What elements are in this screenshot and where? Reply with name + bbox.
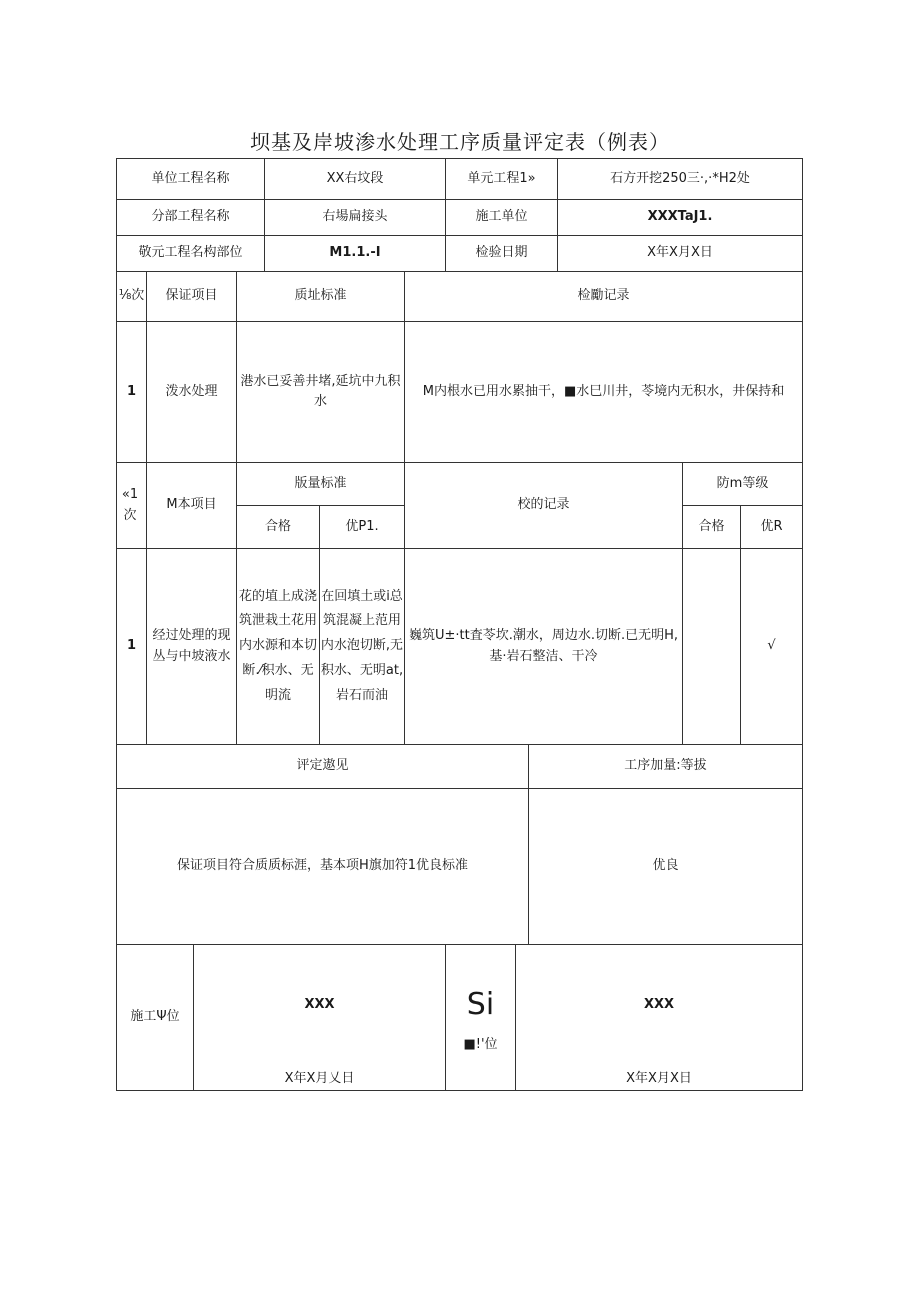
basic-row-index: 1 bbox=[126, 638, 137, 654]
supervision-signer-name: XXX bbox=[643, 996, 675, 1012]
supervision-label-top: Si bbox=[466, 986, 495, 1022]
element-part-label: 敬元工程名构部位 bbox=[138, 245, 243, 261]
basic-col-index: «1次 bbox=[121, 487, 139, 523]
guarantee-col-index: ⅛次 bbox=[118, 288, 145, 304]
basic-row-good-standard: 在回填土或i总筑混凝上范用内水泡切断,无积水、无明at,岩石而油 bbox=[320, 588, 404, 703]
basic-col-record: 校的记录 bbox=[517, 497, 570, 513]
construction-sign-date: X年X月乂日 bbox=[284, 1070, 355, 1086]
table-border-bottom bbox=[116, 1090, 803, 1091]
inspection-date-label: 检验日期 bbox=[475, 245, 528, 261]
basic-col-item: M本项目 bbox=[166, 497, 217, 513]
basic-col-grade-good: 优R bbox=[760, 518, 783, 534]
table-border-right bbox=[802, 158, 803, 1091]
basic-col-standard: 版量标准 bbox=[294, 475, 347, 491]
row-divider bbox=[116, 944, 803, 945]
construction-unit-signature-label: 施工Ψ位 bbox=[130, 1009, 180, 1025]
guarantee-col-record: 检勵记录 bbox=[577, 288, 630, 304]
element-part-value: M1.1.-I bbox=[329, 245, 381, 261]
evaluation-opinion-label: 评定遨见 bbox=[296, 758, 349, 774]
supervision-sign-date: X年X月X日 bbox=[626, 1070, 692, 1086]
unit-project-value: XX右坟段 bbox=[326, 170, 384, 186]
supervision-label-bottom: ■!'位 bbox=[463, 1036, 498, 1052]
page-title: 坝基及岸坡渗水处理工序质量评定表（例表） bbox=[250, 130, 670, 154]
basic-col-pass: 合格 bbox=[264, 518, 291, 534]
unit-project-label: 单位工程名称 bbox=[151, 170, 230, 186]
guarantee-col-standard: 质址标准 bbox=[294, 288, 347, 304]
element-project-value: 石方开挖250三·,·*H2处 bbox=[610, 170, 750, 186]
basic-row-grade-good: √ bbox=[767, 638, 776, 654]
division-project-value: 右場扁接头 bbox=[322, 209, 388, 225]
guarantee-row-index: 1 bbox=[126, 383, 137, 399]
guarantee-row-record: M内根水已用水累抽干，■水巳川井，苓境内无积水，井保持和 bbox=[422, 383, 785, 399]
evaluation-grade-label: 工序加量:等拔 bbox=[624, 758, 707, 774]
basic-col-grade-pass: 合格 bbox=[698, 518, 725, 534]
guarantee-row-item: 泼水处理 bbox=[165, 383, 218, 399]
basic-row-grade-pass bbox=[683, 549, 740, 744]
evaluation-opinion-text: 保证项目符合质质标涯，基本项H旗加符1优良标准 bbox=[176, 858, 469, 874]
division-project-label: 分部工程名称 bbox=[151, 209, 230, 225]
construction-unit-value: XXXTaJ1. bbox=[647, 209, 713, 225]
basic-row-item: 经过处理的现丛与中坡液水 bbox=[152, 628, 231, 664]
basic-col-grade: 防m等级 bbox=[716, 475, 769, 491]
basic-col-good: 优P1. bbox=[345, 518, 379, 534]
evaluation-grade-text: 优良 bbox=[652, 858, 679, 874]
construction-unit-label: 施工单位 bbox=[475, 209, 528, 225]
basic-row-pass-standard: 花的埴上成浇筑泄栽土花用内水源和本切断.⁄积水、无明流 bbox=[238, 588, 317, 703]
construction-signer-name: XXX bbox=[304, 996, 335, 1012]
inspection-date-value: X年X月X日 bbox=[647, 245, 713, 261]
basic-row-record: 巍筑U±·tt査苓坎.潮水，周边水.切断.已无明H,基·岩石整洁、干冷 bbox=[408, 628, 679, 664]
guarantee-row-standard: 港水已妥善井堵,延坑中九积水 bbox=[240, 373, 401, 409]
guarantee-col-item: 保证项目 bbox=[165, 288, 218, 304]
element-project-label: 单元工程1» bbox=[467, 170, 536, 186]
